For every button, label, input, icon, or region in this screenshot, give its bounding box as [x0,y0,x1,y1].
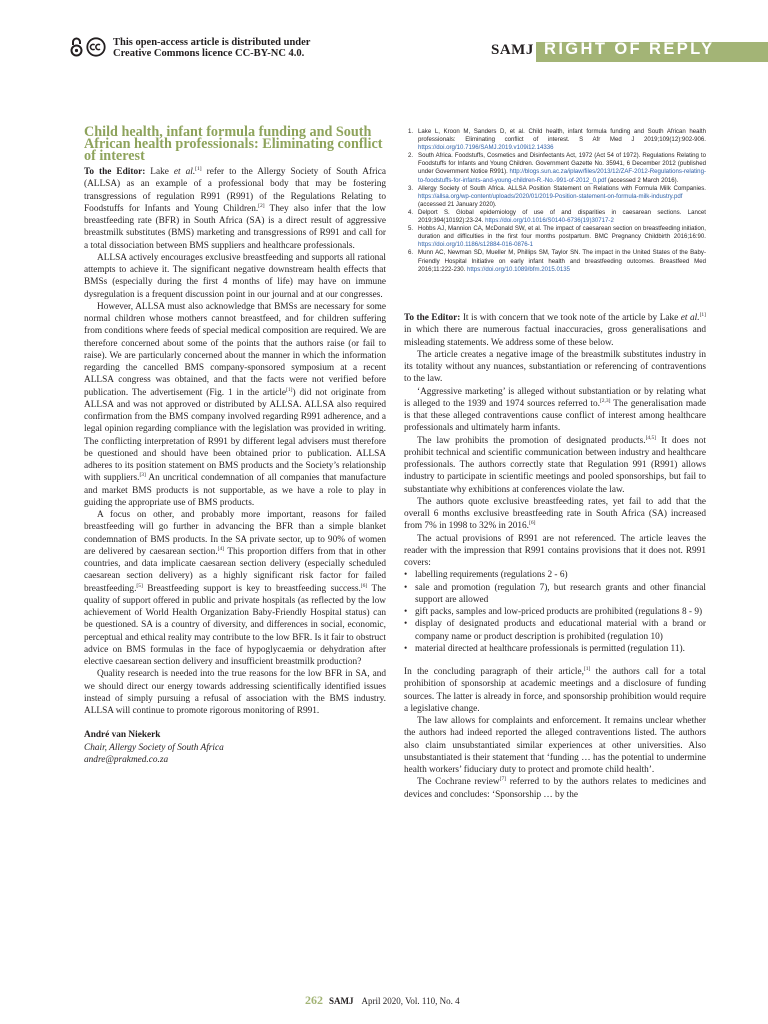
reference-text: Hobbs AJ, Mannion CA, McDonald SW, et al. The impact of caesarean section on breastfeeding initiation, duration and difficulties in the first four months postpartum. BMC Pregnancy Childbirth 2016;16:90. [418,225,706,241]
p4-text-a: A focus on other, and probably more important, reasons for failed breastfeeding will go further in advancing the BFR than a simple blanket condemnation of BMS products. In the SA private sector, up to 90% of women are delivered by caesarean section. [84,510,386,557]
bullet-item: • display of designated products and educational material with a brand or company name or product description is prohibited (regulation 10) [404,618,706,643]
p1-etal: et al. [173,167,196,177]
reference-list [404,128,706,274]
r9-text-b: referred to by the authors relates to medicines and devices and concludes: ‘Sponsorship … by the [404,777,706,800]
citation: [1] [286,386,293,393]
reference-item [404,128,706,152]
citation: [1] [583,665,591,672]
p4-text-b: This proportion differs from that in other countries, and data implicate caesarean section delivery (especially scheduled caesarean section delivery) as a highly significant risk factor for failed breastfeeding. [84,546,386,594]
reference-text: Lake L, Kroon M, Sanders D, et al. Child health, infant formula funding and South African health professionals: Eliminating conflict of interest. S Afr Med J 2019;109(12):902-906. [418,128,706,144]
citation: [1] [195,165,202,172]
footer-issue: April 2020, Vol. 110, No. 4 [361,996,460,1006]
reference-text: Allergy Society of South Africa. ALLSA Position Statement on Relations with Formula Milk Companies. [418,184,706,192]
reference-tail: (accessed 2 March 2016). [606,176,679,184]
p3-text-c: An uncritical condemnation of all companies that manufacture and market BMS products is not supportable, as we have a role to play in guiding the appropriate use of BMS products. [84,473,387,508]
reference-number: 4. [408,208,414,216]
r4-text-b: It does not prohibit technical and scientific communication between industry and healthcare professionals. The authors correctly state that Regulation 991 (R991) allows industry to participate in scientific meetings and pooled sponsorships, but fail to substantiate why exhibitions at conferences violate the law. [404,435,707,495]
license-line-2: Creative Commons licence CC-BY-NC 4.0. [113,48,305,59]
bullet-item: • labelling requirements (regulations 2 - 6) [404,569,706,581]
reference-item [404,152,706,184]
reply-paragraph-9 [404,776,706,801]
citation: [6] [528,520,536,527]
reference-link[interactable]: http://blogs.sun.ac.za/iplaw/files/2013/12/ZAF-2012-Regulations-relating-to-foodstuffs-for-infants-and-young-children-R.-No.-991-of-2012_0.pdf [418,168,706,184]
reference-item [404,185,706,209]
reference-number: 1. [408,128,414,135]
reference-number: 6. [408,249,414,257]
r5-text-a: The authors quote exclusive breastfeeding rates, yet fail to add that the overall 6 months exclusive breastfeeding rate in South Africa (SA) increased from 7% in 1998 to 32% in 2016. [404,496,706,532]
citation: [2,3] [599,397,611,404]
section-label: RIGHT OF REPLY [544,40,715,58]
paragraph-5: Quality research is needed into the true reasons for the low BFR in SA, and we should direct our energy towards addressing scientifically identified issues instead of simply pursuing a refusal of association with the BMS industry. ALLSA will continue to promote rigorous monitoring of R991. [84,669,386,716]
author-name: André van Niekerk [84,730,161,741]
reference-link[interactable]: https://doi.org/10.1186/s12884-016-0876-1 [418,241,534,249]
bullet-item: • material directed at healthcare professionals is permitted (regulation 11). [404,643,706,655]
page-number: 262 [305,993,323,1007]
reply-paragraph-1 [404,312,706,349]
p3-text-a: However, ALLSA must also acknowledge that BMSs are necessary for some normal children whose mothers cannot breastfeed, and for children suffering from conditions where feeds of special medical composition are required. We are therefore concerned about some of the points that the authors raise (or fail to raise). We are particularly concerned about the manner in which the information regarding the cancelled BMS company-sponsored symposium at a recent ALLSA congress was obtained, and that the facts were not verified before publication. The advertisement (Fig. 1 in the article [84,301,386,398]
p4-text-c: Breastfeeding support is key to breastfeeding success. [142,583,361,594]
reference-number: 5. [408,225,414,233]
citation: [4,5] [645,434,657,441]
open-access-icon [70,37,83,57]
footer-journal: SAMJ [329,996,354,1006]
paragraph-4 [84,509,386,668]
reference-link[interactable]: https://doi.org/10.1016/S0140-6736(19)30717-2 [485,217,614,225]
reference-number: 2. [408,152,414,160]
signature [84,729,386,766]
r991-bullet-list [404,569,706,655]
reference-tail: (accessed 21 January 2020). [418,200,497,208]
r4-text-a: The law prohibits the promotion of designated products. [417,435,646,446]
reply-paragraph-5 [404,496,706,533]
reply-paragraph-8: The law allows for complaints and enforcement. It remains unclear whether the authors had indeed reported the alleged contraventions listed. The authors also claim unsubstantiated similar experiences at other universities. Also unsubstantiated is their statement that ‘funding … has the potential to undermine health workers’ fiduciary duty to protect and promote child health’. [404,716,706,775]
r1-text-b: in which there are numerous factual inaccuracies, gross generalisations and misleading statements. We address some of these below. [404,325,706,348]
r1-etal: et al. [680,313,700,323]
letter-label: To the Editor: [84,167,146,177]
reference-text: Delport S. Global epidemiology of use of and disparities in caesarean sections. Lancet 2019;394(10192):23-24. [418,208,706,225]
author-email[interactable]: andre@prakmed.co.za [84,754,169,765]
bullet-item: • sale and promotion (regulation 7), but research grants and other financial support are allowed [404,582,706,607]
r1-text-a: It is with concern that we took note of the article by Lake [460,313,681,323]
citation: [6] [360,582,368,589]
citation: [7] [499,776,507,783]
p4-text-d: The quality of support offered in public and private hospitals (as reflected by the low achievement of World Health Organization Baby-Friendly Hospital status) can be questioned. SA is a country of diversity, and differences in social, economic, perceptual and ethical reality may contribute to the low BFR. Is it fair to obstruct advice on BMS formulas in the face of hypoglycaemia or dehydration after elective caesarean section delivery and insufficient breastmilk production? [84,583,386,667]
reference-item [404,249,706,273]
reference-text: South Africa. Foodstuffs, Cosmetics and Disinfectants Act, 1972 (Act 54 of 1972). Regulations Relating to Foodstuffs for Infants and Young Children. Government Gazette No. 35941, 6 December 2012 (published under Government Notice R991). [418,152,706,176]
author-role: Chair, Allergy Society of South Africa [84,742,224,753]
reference-link[interactable]: https://allsa.org/wp-content/uploads/2020/01/2019-Position-statement-on-formula-milk-industry.pdf [418,192,683,200]
reply-paragraph-2: The article creates a negative image of the breastmilk substitutes industry in its totality without any nuances, substantiation or referencing of contraventions to the law. [404,349,706,385]
paragraph-2: ALLSA actively encourages exclusive breastfeeding and supports all rational attempts to achieve it. The significant negative downstream health effects that BMSs (especially during the first 4 months of life) may have on immune dysregulation is a frequent discussion point in our journal and at our congresses. [84,252,386,300]
reply-paragraph-6: The actual provisions of R991 are not referenced. The article leaves the reader with the impression that R991 contains provisions that it does not. R991 covers: [404,533,706,568]
reply-paragraph-7 [404,666,706,715]
r3-text-a: ‘Aggressive marketing’ is alleged without substantiation or by relating what is alleged to the 1939 and 1974 sources referred to. [404,386,706,409]
paragraph-3 [84,301,386,509]
p1-text-a: Lake [145,167,174,177]
reply-paragraph-4 [404,435,706,496]
reference-item [404,209,706,225]
license-text [113,37,310,59]
reference-link[interactable]: https://doi.org/10.1089/bfm.2015.0135 [467,265,571,273]
license-banner [70,37,310,65]
r9-text-a: The Cochrane review [417,777,500,788]
spacer [404,655,706,666]
journal-name: SAMJ [491,42,534,58]
reference-link[interactable]: https://doi.org/10.7196/SAMJ.2019.v109i12.14336 [418,144,554,152]
citation: [4] [217,545,225,552]
citation: [3] [139,472,146,479]
p1-text-c: They also infer that the low breastfeeding rate (BFR) in South Africa (SA) is a direct result of aggressive breastmilk substitutes (BMS) marketing and transgressions of R991 and call for a total dissociation between BMS suppliers and healthcare professionals. [84,203,386,251]
citation: [1] [699,311,706,318]
reply-label: To the Editor: [404,313,461,323]
reference-number: 3. [408,184,414,192]
citation: [5] [136,582,143,589]
license-line-1: This open-access article is distributed under [113,37,311,48]
paragraph-1 [84,166,386,252]
article-title: Child health, infant formula funding and South African health professionals: Eliminating conflict of interest [84,124,383,164]
page-footer [305,993,460,1008]
r7-text-b: the authors call for a total prohibition of sponsorship at academic meetings and a disclosure of funding sources. The latter is already in force, and sponsorship prohibition would require a legislative change. [404,667,706,714]
reference-item [404,225,706,249]
reference-text: Munn AC, Newman SD, Mueller M, Phillips SM, Taylor SN. The impact in the United States of the Baby-Friendly Hospital Initiative on early infant health and breastfeeding outcomes. Breastfeed Med 2016;11:222-230. [418,249,706,273]
r7-text-a: In the concluding paragraph of their article, [404,667,584,677]
creative-commons-icon [86,37,106,57]
right-column [404,312,706,801]
p3-text-b: ) did not originate from ALLSA and was not approved or distributed by ALLSA. ALLSA also required confirmation from the BMS company involved regarding R991 adherence, and a legal opinion regarding compliance with the legislation was provided in writing. The conflicting interpretation of R991 by different legal advisers must therefore be questioned and should have been obtained prior to publication. ALLSA adheres to its position statement on BMS products and the Society’s relationship with suppliers. [84,387,386,484]
citation: [2] [258,202,265,209]
reply-paragraph-3 [404,386,706,435]
bullet-item: • gift packs, samples and low-priced products are prohibited (regulations 8 - 9) [404,606,706,618]
left-column [84,126,386,766]
p1-text-b: refer to the Allergy Society of South Africa (ALLSA) as an example of a professional body that may be fostering transgressions of regulation R991 (R991) of the Regulations Relating to Foodstuffs for Infants and Young Children. [84,167,386,214]
r3-text-b: The generalisation made is that these alleged contraventions cause conflict of interest among healthcare professionals and ultimately harm infants. [404,398,706,434]
